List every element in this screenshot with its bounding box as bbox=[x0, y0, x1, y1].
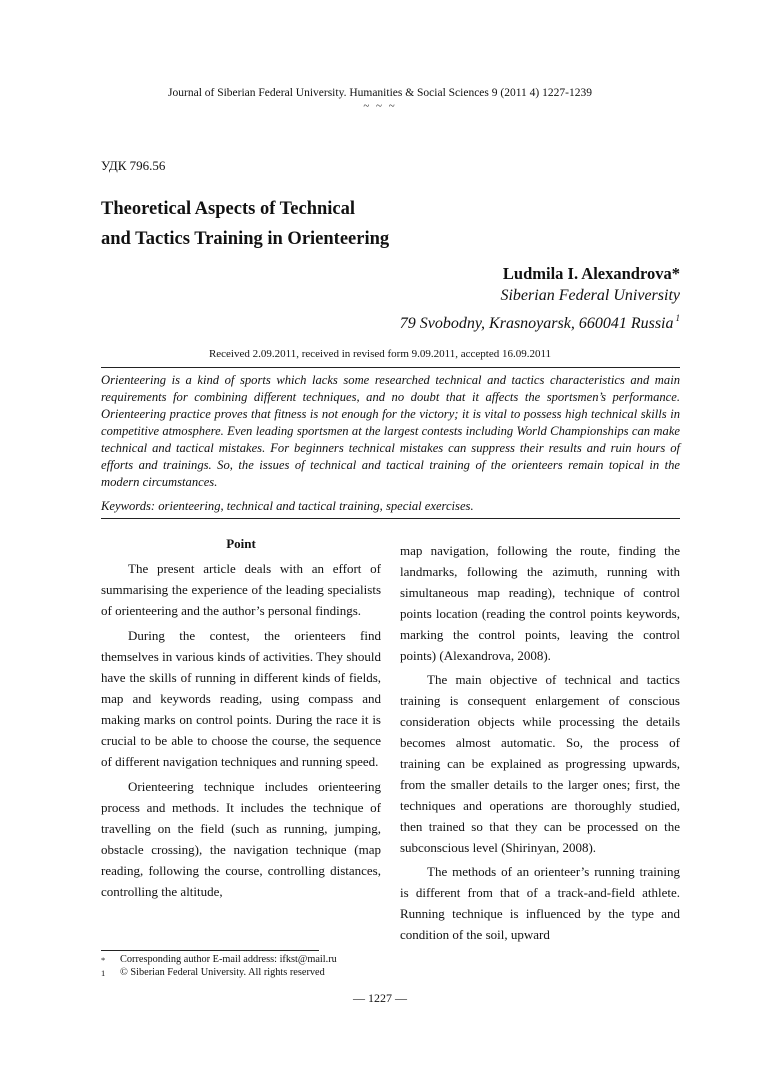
left-column bbox=[101, 536, 381, 902]
left-paragraph-2: During the contest, the orienteers find themselves in various kinds of activities. They should have the skills of running in different kinds of fields, map and keywords reading, using compass and making marks on control points. During the race it is crucial to be able to choose the course, the sequence of different navigation techniques and running speed. bbox=[101, 628, 381, 769]
title-line-2: and Tactics Training in Orienteering bbox=[101, 229, 390, 249]
right-continuation: map navigation, following the route, finding the landmarks, following the azimuth, running with simultaneous map reading), technique of control points location (reading the control points keywords, marking the control points, leaving the control points) (Alexandrova, 2008). bbox=[400, 543, 680, 663]
author-block bbox=[180, 263, 680, 335]
footnote-text: © Siberian Federal University. All rights reserved bbox=[120, 966, 325, 978]
keywords: Keywords: orienteering, technical and tactical training, special exercises. bbox=[101, 499, 474, 513]
footnote-mark: 1 bbox=[101, 967, 106, 978]
abstract-bottom-rule bbox=[101, 518, 680, 519]
journal-header: Journal of Siberian Federal University. Humanities & Social Sciences 9 (2011 4) 1227-1239 bbox=[168, 87, 592, 99]
author-address bbox=[180, 307, 680, 335]
section-heading: Point bbox=[226, 536, 256, 551]
right-paragraph-1: The main objective of technical and tactics training is consequent enlargement of conscious consideration objects while processing the details becomes almost automatic. So, the process of training can be explained as progressing upwards, from the smaller details to the larger ones; first, the techniques and operations are thoroughly studied, then trained so that they can be processed on the subconscious level (Shirinyan, 2008). bbox=[400, 672, 680, 855]
udk-code: УДК 796.56 bbox=[101, 158, 166, 173]
abstract: Orienteering is a kind of sports which lacks some researched technical and tactics characteristics and main requirements for combining different techniques, and no doubt that it affects the sportsmen’s performance. Orienteering practice proves that fitness is not enough for the victory; it is vital to possess high technical skills in competitive atmosphere. Even leading sportsmen at the largest contests including World Championships can make technical and tactical mistakes. For beginners technical mistakes can suppress their results and ruin hours of efforts and trainings. So, the issues of technical and tactical training of the orienteers remain topical in the modern circumstances. bbox=[101, 373, 680, 489]
header-ornament: ~ ~ ~ bbox=[363, 100, 397, 112]
author-address-text: 79 Svobodny, Krasnoyarsk, 660041 Russia bbox=[399, 315, 674, 332]
author-name: Ludmila I. Alexandrova* bbox=[502, 264, 680, 283]
footnote-mark: * bbox=[101, 955, 106, 965]
page-number: — 1227 — bbox=[353, 991, 407, 1005]
author-affiliation: Siberian Federal University bbox=[500, 287, 680, 304]
footnote bbox=[101, 954, 521, 967]
received-dates: Received 2.09.2011, received in revised form 9.09.2011, accepted 16.09.2011 bbox=[208, 348, 552, 360]
title-line-1: Theoretical Aspects of Technical bbox=[101, 199, 356, 219]
footnote-text: Corresponding author E-mail address: ifkst@mail.ru bbox=[120, 954, 337, 965]
left-paragraph-3: Orienteering technique includes orienteering process and methods. It includes the technique of travelling on the field (such as running, jumping, obstacle crossing), the navigation technique (map reading, following the course, controlling distances, controlling the altitude, bbox=[101, 779, 381, 899]
right-paragraph-2: The methods of an orienteer’s running training is different from that of a track-and-field athlete. Running technique is influenced by the type and condition of the soil, upward bbox=[400, 864, 680, 942]
right-column bbox=[400, 540, 680, 945]
footnote bbox=[101, 967, 521, 980]
author-address-footnote-mark: 1 bbox=[675, 313, 680, 323]
abstract-top-rule bbox=[101, 367, 680, 368]
footnotes bbox=[101, 954, 521, 979]
footnote-rule bbox=[101, 950, 319, 951]
article-title bbox=[101, 194, 621, 254]
left-paragraph-1: The present article deals with an effort of summarising the experience of the leading specialists of orienteering and the author’s personal findings. bbox=[101, 561, 381, 618]
